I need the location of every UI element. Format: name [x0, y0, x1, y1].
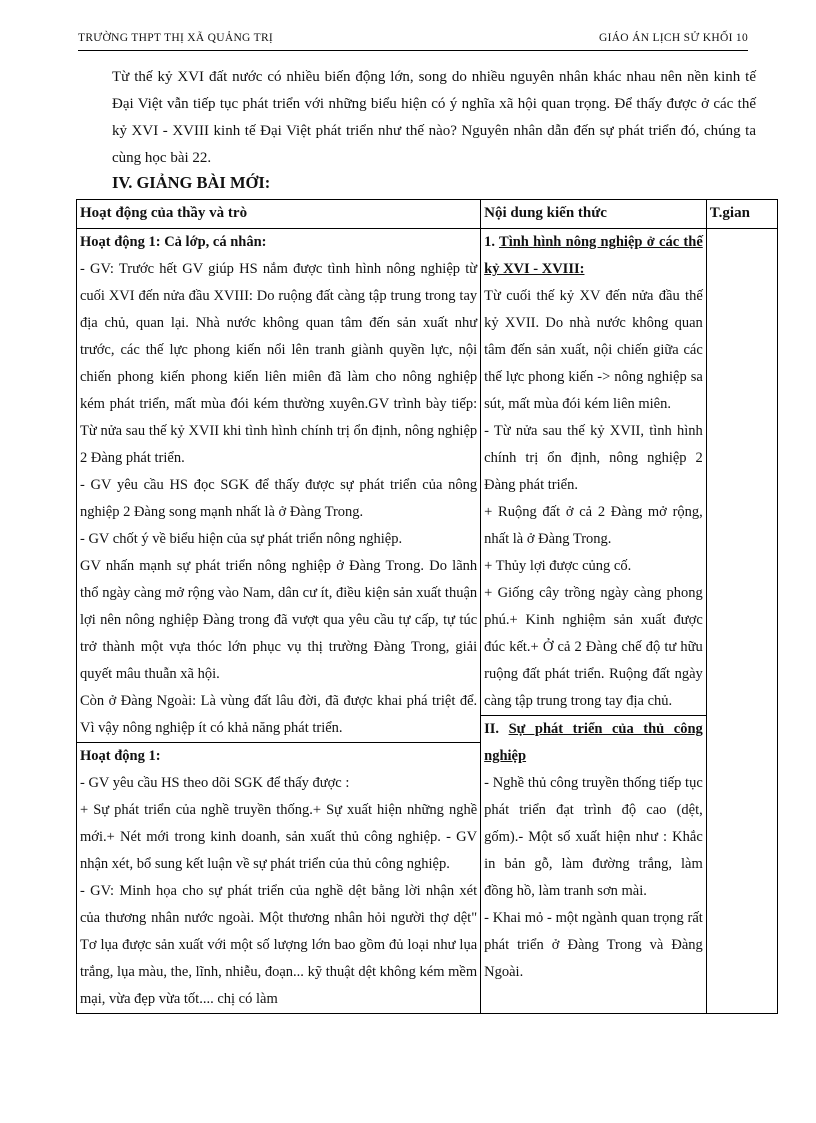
intro-text: Từ thế kỷ XVI đất nước có nhiều biến động lớn, song do nhiều nguyên nhân khác nhau nên nền kinh tế Đại Việt vẫn tiếp tục phát triển với những biểu hiện có ý nghĩa xã hội quan trọng. Để thấy được ở các thế kỷ XVI - XVIII kinh tế Đại Việt phát triển như thế nào? Nguyên nhân dẫn đến sự phát triển đó, chúng ta cùng học bài 22. [112, 69, 756, 166]
content-1-para-4: + Thủy lợi được củng cố. [484, 558, 632, 574]
document-subject: GIÁO ÁN LỊCH SỬ KHỐI 10 [598, 32, 748, 44]
activity-2-title: Hoạt động 1: [80, 748, 161, 764]
content-2-para-1: - Nghề thủ công truyền thống tiếp tục phát triển đạt trình độ cao (dệt, gốm).- Một số xuất hiện như : Khắc in bản gỗ, làm đường trắng, làm đồng hồ, làm tranh sơn mài. [484, 775, 703, 899]
activity-2-para-2: + Sự phát triển của nghề truyền thống.+ Sự xuất hiện những nghề mới.+ Nét mới trong kinh doanh, sản xuất thủ công nghiệp. - GV nhận xét, bổ sung kết luận về sự phát triển của thủ công nghiệp. [80, 802, 478, 872]
section-2-number: II. [484, 721, 509, 737]
content-section-2-heading [484, 716, 703, 770]
activity-2-para-1: - GV yêu cầu HS theo dõi SGK để thấy được : [80, 775, 350, 791]
page-header [78, 28, 748, 51]
header-content: Nội dung kiến thức [481, 200, 707, 229]
header-time: T.gian [706, 200, 777, 229]
content-2-para-2: - Khai mỏ - một ngành quan trọng rất phát triển ở Đàng Trong và Đàng Ngoài. [484, 910, 703, 980]
content-section-2-block [481, 715, 706, 986]
time-cell [706, 229, 777, 1014]
section-1-number: 1. [484, 234, 500, 250]
content-1-para-3: + Ruộng đất ở cả 2 Đàng mở rộng, nhất là ở Đàng Trong. [484, 504, 703, 547]
activity-1-para-5: Còn ở Đàng Ngoài: Là vùng đất lâu đời, đã được khai phá triệt để. Vì vậy nông nghiệp ít có khả năng phát triển. [80, 693, 478, 736]
intro-paragraph [112, 64, 756, 172]
activity-1-para-1: - GV: Trước hết GV giúp HS nắm được tình hình nông nghiệp từ cuối XVI đến nửa đầu XVIII: Do ruộng đất càng tập trung trong tay địa chủ, quan lại. Nhà nước không quan tâm đến sản xuất như trước, các thế lực phong kiến nổi lên tranh giành quyền lực, nội chiến phong kiến phong kiến liên miên đã làm cho nông nghiệp kém phát triển, mất mùa đói kém thường xuyên.GV trình bày tiếp: Từ nửa sau thế kỷ XVII khi tình hình chính trị ổn định, nông nghiệp 2 Đàng phát triển. [80, 261, 478, 466]
content-1-para-2: - Từ nửa sau thế kỷ XVII, tình hình chính trị ổn định, nông nghiệp 2 Đàng phát triển. [484, 423, 703, 493]
table-header-row [77, 200, 778, 229]
activity-2-block [77, 742, 480, 1013]
activity-1-para-4: GV nhấn mạnh sự phát triển nông nghiệp ở Đàng Trong. Do lãnh thổ ngày càng mở rộng vào Nam, dân cư ít, điều kiện sản xuất thuận lợi nên nông nghiệp Đàng trong đã vượt qua yêu cầu tự cấp, tự túc trở thành một vựa thóc lớn phục vụ thị trường Đàng Trong, giải quyết mâu thuẫn xã hội. [80, 558, 478, 682]
content-1-para-1: Từ cuối thế kỷ XV đến nửa đầu thế kỷ XVII. Do nhà nước không quan tâm đến sản xuất, nội chiến giữa các thế lực phong kiến -> nông nghiệp sa sút, mất mùa đói kém liên miên. [484, 288, 703, 412]
school-name: TRƯỜNG THPT THỊ XÃ QUẢNG TRỊ [78, 32, 274, 44]
activity-1-title: Hoạt động 1: Cả lớp, cá nhân: [80, 234, 267, 250]
section-2-title: Sự phát triển của thủ công nghiệp [484, 721, 703, 764]
lesson-table [76, 199, 778, 1014]
header-activities: Hoạt động của thầy và trò [77, 200, 481, 229]
section-title: IV. GIẢNG BÀI MỚI: [112, 173, 271, 192]
activity-2-para-3: - GV: Minh họa cho sự phát triển của nghề dệt bằng lời nhận xét của thương nhân nước ngoài. Một thương nhân hỏi người thợ dệt" Tơ lụa được sản xuất với một số lượng lớn bao gồm đủ loại như lụa trắng, lụa màu, the, lĩnh, nhiễu, đoạn... kỹ thuật dệt không kém mềm mại, vừa đẹp vừa tốt.... chị có làm [80, 883, 478, 1007]
content-cell [481, 229, 707, 1014]
section-1-title: Tình hình nông nghiệp ở các thế kỷ XVI - XVIII: [484, 234, 703, 277]
table-row [77, 229, 778, 1014]
content-1-para-5: + Giống cây trồng ngày càng phong phú.+ Kinh nghiệm sản xuất được đúc kết.+ Ở cả 2 Đàng chế độ tư hữu ruộng đất phát triển. Ruộng đất ngày càng tập trung trong tay địa chủ. [484, 585, 703, 709]
activity-1-para-2: - GV yêu cầu HS đọc SGK để thấy được sự phát triển của nông nghiệp 2 Đàng song mạnh nhất là ở Đàng Trong. [80, 477, 478, 520]
activities-cell [77, 229, 481, 1014]
activity-1-para-3: - GV chốt ý về biểu hiện của sự phát triển nông nghiệp. [80, 531, 403, 547]
content-section-1-heading [484, 229, 703, 283]
